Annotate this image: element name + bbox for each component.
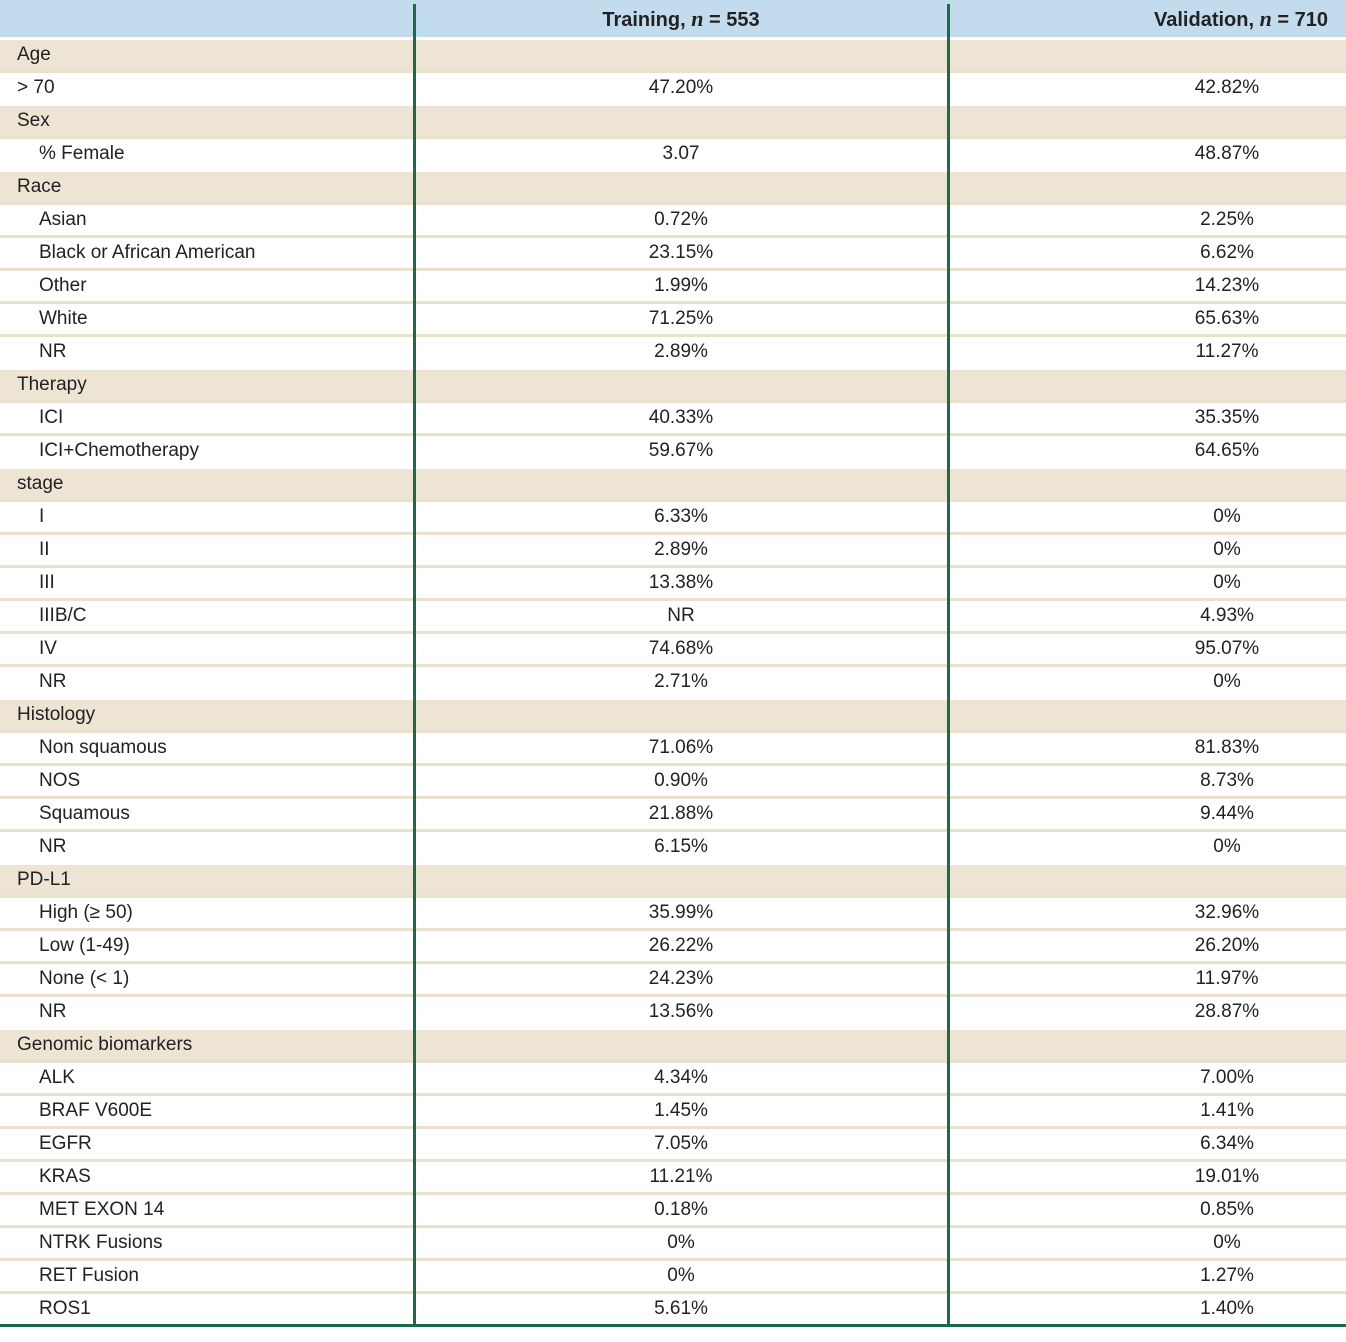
training-value [414,699,948,732]
row-label: Squamous [0,798,414,831]
training-value: 2.89% [414,534,948,567]
training-value: 6.15% [414,831,948,864]
validation-value: 11.27% [948,336,1346,369]
row-label: > 70 [0,72,414,105]
validation-value: 0% [948,567,1346,600]
table-row [0,1062,1346,1095]
validation-value: 0% [948,666,1346,699]
row-label: MET EXON 14 [0,1194,414,1227]
row-label: ROS1 [0,1293,414,1325]
table-row [0,963,1346,996]
training-value: 13.38% [414,567,948,600]
validation-value [948,1029,1346,1062]
training-value [414,864,948,897]
training-value: 7.05% [414,1128,948,1161]
table-row [0,897,1346,930]
row-label: Asian [0,204,414,237]
group-row [0,1029,1346,1062]
training-value: 59.67% [414,435,948,468]
table-row [0,765,1346,798]
validation-value [948,105,1346,138]
validation-value: 9.44% [948,798,1346,831]
validation-value: 2.25% [948,204,1346,237]
training-value: 71.25% [414,303,948,336]
validation-value: 64.65% [948,435,1346,468]
validation-value: 0% [948,831,1346,864]
training-value: 35.99% [414,897,948,930]
training-value [414,105,948,138]
training-value: NR [414,600,948,633]
training-value: 1.45% [414,1095,948,1128]
table-row [0,72,1346,105]
training-value: 40.33% [414,402,948,435]
validation-value: 26.20% [948,930,1346,963]
training-value [414,369,948,402]
row-label: EGFR [0,1128,414,1161]
group-label: stage [0,468,414,501]
training-value: 13.56% [414,996,948,1029]
table-row [0,567,1346,600]
table-row [0,798,1346,831]
validation-value: 65.63% [948,303,1346,336]
group-label: Sex [0,105,414,138]
training-value: 2.89% [414,336,948,369]
validation-value: 6.34% [948,1128,1346,1161]
training-value: 0% [414,1260,948,1293]
validation-value: 11.97% [948,963,1346,996]
validation-value [948,39,1346,72]
row-label: ICI [0,402,414,435]
header-validation-count: = 710 [1271,8,1328,31]
validation-value [948,369,1346,402]
group-row [0,699,1346,732]
training-value [414,39,948,72]
validation-value [948,699,1346,732]
column-divider-right [947,4,950,1324]
table-row [0,237,1346,270]
group-label: Race [0,171,414,204]
validation-value [948,468,1346,501]
training-value: 0.90% [414,765,948,798]
row-label: White [0,303,414,336]
row-label: NR [0,831,414,864]
validation-value: 14.23% [948,270,1346,303]
training-value: 3.07 [414,138,948,171]
table-row [0,303,1346,336]
table-row [0,435,1346,468]
group-label: Therapy [0,369,414,402]
table-row [0,1095,1346,1128]
validation-value: 8.73% [948,765,1346,798]
group-row [0,171,1346,204]
validation-value: 0% [948,534,1346,567]
table-row [0,930,1346,963]
validation-value: 1.40% [948,1293,1346,1325]
row-label: ICI+Chemotherapy [0,435,414,468]
header-training-n: n [691,5,704,31]
training-value: 1.99% [414,270,948,303]
table-row [0,666,1346,699]
row-label: NR [0,666,414,699]
table-header-row [0,0,1346,39]
validation-value: 0.85% [948,1194,1346,1227]
validation-value: 28.87% [948,996,1346,1029]
row-label: IIIB/C [0,600,414,633]
table-body [0,39,1346,1325]
group-row [0,369,1346,402]
table-row [0,1161,1346,1194]
header-validation [948,0,1346,39]
row-label: Other [0,270,414,303]
group-row [0,864,1346,897]
validation-value: 19.01% [948,1161,1346,1194]
column-divider-left [413,4,416,1324]
validation-value: 1.27% [948,1260,1346,1293]
group-label: Histology [0,699,414,732]
table-row [0,996,1346,1029]
training-value: 0.18% [414,1194,948,1227]
validation-value: 6.62% [948,237,1346,270]
table-row [0,270,1346,303]
validation-value: 95.07% [948,633,1346,666]
training-value: 11.21% [414,1161,948,1194]
row-label: Black or African American [0,237,414,270]
table-row [0,1194,1346,1227]
table-row [0,402,1346,435]
row-label: III [0,567,414,600]
table-row [0,138,1346,171]
header-blank-cell [0,0,414,39]
training-value: 26.22% [414,930,948,963]
row-label: Non squamous [0,732,414,765]
validation-value: 32.96% [948,897,1346,930]
training-value: 24.23% [414,963,948,996]
header-validation-n: n [1259,5,1272,31]
row-label: KRAS [0,1161,414,1194]
row-label: None (< 1) [0,963,414,996]
table-row [0,1293,1346,1325]
row-label: IV [0,633,414,666]
validation-value: 48.87% [948,138,1346,171]
table-row [0,1128,1346,1161]
validation-value [948,864,1346,897]
training-value: 47.20% [414,72,948,105]
table-row [0,600,1346,633]
table-row [0,633,1346,666]
table-row [0,831,1346,864]
row-label: NTRK Fusions [0,1227,414,1260]
row-label: ALK [0,1062,414,1095]
training-value: 74.68% [414,633,948,666]
table-row [0,534,1346,567]
table-row [0,204,1346,237]
table-row [0,501,1346,534]
training-value: 4.34% [414,1062,948,1095]
validation-value: 4.93% [948,600,1346,633]
validation-value [948,171,1346,204]
row-label: NR [0,336,414,369]
training-value: 23.15% [414,237,948,270]
validation-value: 35.35% [948,402,1346,435]
header-training-label: Training, [602,8,692,31]
row-label: % Female [0,138,414,171]
row-label: NOS [0,765,414,798]
row-label: High (≥ 50) [0,897,414,930]
group-label: Age [0,39,414,72]
training-value [414,468,948,501]
training-value: 0% [414,1227,948,1260]
header-training [414,0,948,39]
validation-value: 42.82% [948,72,1346,105]
row-label: BRAF V600E [0,1095,414,1128]
group-row [0,39,1346,72]
table-row [0,336,1346,369]
validation-value: 1.41% [948,1095,1346,1128]
training-value: 0.72% [414,204,948,237]
group-row [0,105,1346,138]
validation-value: 0% [948,501,1346,534]
training-value [414,1029,948,1062]
row-label: I [0,501,414,534]
training-value: 71.06% [414,732,948,765]
training-value: 5.61% [414,1293,948,1325]
training-value: 6.33% [414,501,948,534]
table-row [0,1260,1346,1293]
validation-value: 81.83% [948,732,1346,765]
row-label: NR [0,996,414,1029]
group-label: Genomic biomarkers [0,1029,414,1062]
row-label: II [0,534,414,567]
validation-value: 7.00% [948,1062,1346,1095]
group-label: PD-L1 [0,864,414,897]
row-label: Low (1-49) [0,930,414,963]
validation-value: 0% [948,1227,1346,1260]
table-row [0,1227,1346,1260]
table-bottom-rule [0,1324,1346,1327]
table-row [0,732,1346,765]
group-row [0,468,1346,501]
header-validation-label: Validation, [1154,8,1260,31]
training-value [414,171,948,204]
header-training-count: = 553 [703,8,760,31]
row-label: RET Fusion [0,1260,414,1293]
training-value: 21.88% [414,798,948,831]
training-value: 2.71% [414,666,948,699]
